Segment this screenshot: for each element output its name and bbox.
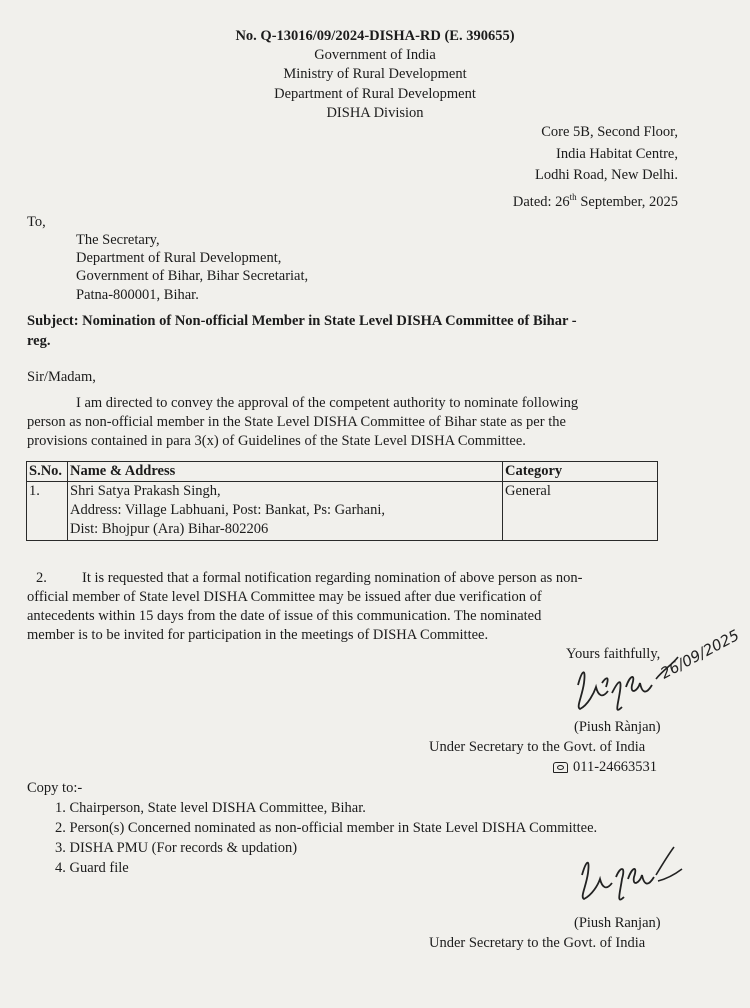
- copy-item-4: 4. Guard file: [55, 860, 129, 876]
- address-line-1: Core 5B, Second Floor,: [541, 124, 678, 140]
- header-ministry: Ministry of Rural Development: [283, 66, 467, 82]
- signatory-name: (Piush Rànjan): [574, 719, 661, 735]
- header-department: Department of Rural Development: [274, 86, 476, 102]
- to-line-2: Department of Rural Development,: [76, 250, 282, 266]
- date-superscript: th: [569, 192, 577, 202]
- para1-line-1: I am directed to convey the approval of the competent authority to nominate following: [76, 395, 579, 411]
- to-line-3: Government of Bihar, Bihar Secretariat,: [76, 268, 309, 284]
- signature-date: 26/09/2025: [657, 626, 743, 683]
- yours-faithfully: Yours faithfully,: [566, 646, 661, 662]
- para1-line-2: person as non-official member in the State Level DISHA Committee of Bihar state as per the: [27, 414, 566, 430]
- copy-item-1: 1. Chairperson, State level DISHA Committee, Bihar.: [55, 800, 366, 816]
- address-line-3: Lodhi Road, New Delhi.: [535, 167, 678, 183]
- cell-category: General: [503, 482, 658, 541]
- cell-name-address: [68, 482, 503, 541]
- para2-line-1: It is requested that a formal notification regarding nomination of above person as non-: [82, 570, 583, 586]
- nominee-address-1: Address: Village Labhuani, Post: Bankat, Ps: Garhani,: [70, 502, 385, 518]
- table-header-row: [27, 462, 658, 482]
- header-category: Category: [503, 462, 658, 482]
- subject-line-1: Subject: Nomination of Non-official Member in State Level DISHA Committee of Bihar -: [27, 313, 577, 329]
- date-suffix: September, 2025: [576, 193, 678, 210]
- date-prefix: Dated: 26: [512, 193, 570, 210]
- nomination-table: [26, 461, 658, 541]
- header-sno: S.No.: [27, 462, 68, 482]
- reference-number: No. Q-13016/09/2024-DISHA-RD (E. 390655): [235, 28, 515, 44]
- copy-item-2: 2. Person(s) Concerned nominated as non-official member in State Level DISHA Committee.: [55, 820, 598, 836]
- header-division: DISHA Division: [326, 105, 424, 121]
- subject-line-2: reg.: [27, 333, 51, 349]
- signatory-designation: Under Secretary to the Govt. of India: [429, 739, 646, 755]
- copy-item-3: 3. DISHA PMU (For records & updation): [55, 840, 298, 856]
- nominee-address-2: Dist: Bhojpur (Ara) Bihar-802206: [70, 521, 269, 537]
- salutation: Sir/Madam,: [27, 369, 96, 385]
- signature-copy: [570, 835, 700, 915]
- dated-line: [513, 188, 678, 212]
- phone-icon: [553, 762, 568, 773]
- address-line-2: India Habitat Centre,: [556, 146, 678, 162]
- para2-line-2: official member of State level DISHA Committee may be issued after due verification of: [27, 589, 542, 605]
- para2-number: 2.: [36, 570, 47, 586]
- to-line-4: Patna-800001, Bihar.: [76, 287, 199, 303]
- phone-line: [553, 758, 657, 777]
- nominee-name: Shri Satya Prakash Singh,: [70, 483, 221, 499]
- to-label: To,: [27, 214, 46, 230]
- phone-number: 011-24663531: [573, 759, 658, 775]
- copy-to-label: Copy to:-: [27, 780, 83, 796]
- para1-line-3: provisions contained in para 3(x) of Guidelines of the State Level DISHA Committee.: [27, 433, 526, 449]
- copy-signatory-name: (Piush Ranjan): [574, 915, 661, 931]
- copy-signatory-designation: Under Secretary to the Govt. of India: [429, 935, 646, 951]
- para2-line-4: member is to be invited for participation in the meetings of DISHA Committee.: [27, 627, 489, 643]
- table-row: [27, 482, 658, 541]
- header-name-address: Name & Address: [68, 462, 503, 482]
- para2-line-3: antecedents within 15 days from the date of issue of this communication. The nominated: [27, 608, 542, 624]
- to-line-1: The Secretary,: [76, 232, 160, 248]
- cell-sno: 1.: [27, 482, 68, 541]
- signature-with-date: [560, 625, 745, 725]
- header-government: Government of India: [314, 47, 436, 63]
